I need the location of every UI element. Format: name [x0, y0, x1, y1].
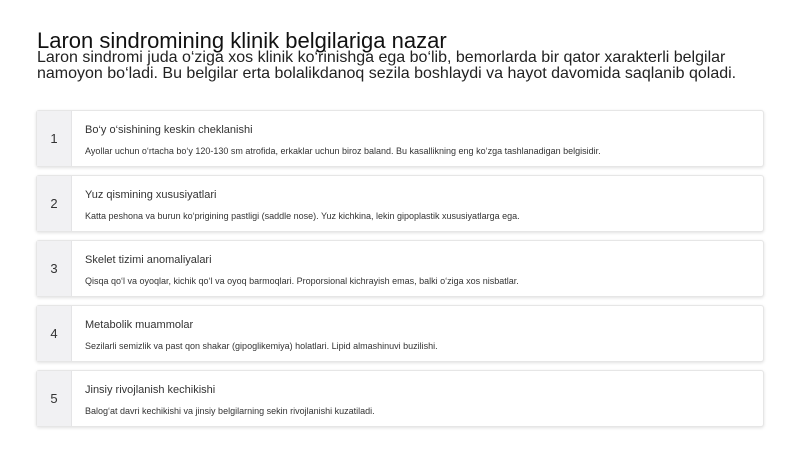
item-description: Qisqa qo‘l va oyoqlar, kichik qo‘l va oyoq barmoqlari. Proporsional kichrayish emas, balki o‘ziga xos nisbatlar. [85, 276, 519, 286]
item-number: 5 [37, 371, 72, 426]
item-description: Balog‘at davri kechikishi va jinsiy belgilarning sekin rivojlanishi kuzatiladi. [85, 406, 375, 416]
item-title: Yuz qismining xususiyatlari [85, 189, 217, 201]
list-item [36, 175, 764, 232]
item-title: Bo‘y o‘sishining keskin cheklanishi [85, 124, 253, 136]
item-title: Metabolik muammolar [85, 319, 194, 331]
item-number: 2 [37, 176, 72, 231]
list-item [36, 110, 764, 167]
item-content [72, 241, 763, 296]
item-description: Ayollar uchun o‘rtacha bo‘y 120-130 sm atrofida, erkaklar uchun biroz baland. Bu kasallikning eng ko‘zga tashlanadigan belgisidir. [85, 146, 601, 156]
item-content [72, 371, 763, 426]
list-item [36, 370, 764, 427]
item-title: Skelet tizimi anomaliyalari [85, 254, 212, 266]
item-content [72, 306, 763, 361]
item-title: Jinsiy rivojlanish kechikishi [85, 384, 216, 396]
slide-title: Laron sindromining klinik belgilariga nazar [37, 28, 447, 53]
item-number: 1 [37, 111, 72, 166]
slide-subtitle: Laron sindromi juda o‘ziga xos klinik ko‘rinishga ega bo‘lib, bemorlarda bir qator xarakterli belgilar namoyon bo‘ladi. Bu belgilar erta bolalikdanoq sezila boshlaydi va hayot davomida saqlanib qoladi. [37, 49, 737, 82]
item-number: 3 [37, 241, 72, 296]
list-item [36, 240, 764, 297]
list-item [36, 305, 764, 362]
item-number: 4 [37, 306, 72, 361]
item-description: Katta peshona va burun ko‘prigining pastligi (saddle nose). Yuz kichkina, lekin gipoplastik xususiyatlarga ega. [85, 211, 520, 221]
item-content [72, 111, 763, 166]
feature-list [36, 110, 764, 435]
item-content [72, 176, 763, 231]
item-description: Sezilarli semizlik va past qon shakar (gipoglikemiya) holatlari. Lipid almashinuvi buzilishi. [85, 341, 438, 351]
